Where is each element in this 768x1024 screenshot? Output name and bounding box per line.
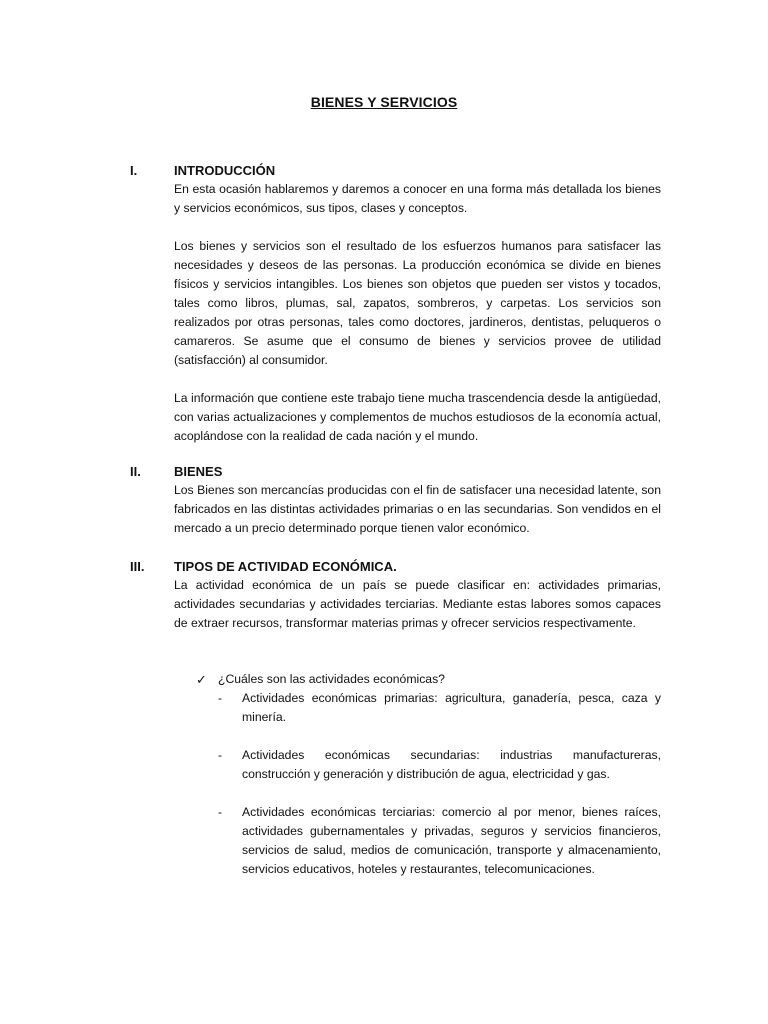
section-numeral: II. <box>130 464 141 479</box>
paragraph: La actividad económica de un país se puede clasificar en: actividades primarias, actividades secundarias y actividades terciarias. Mediante estas labores somos capaces de extraer recursos, transformar materias primas y ofrecer servicios respectivamente. <box>174 578 661 630</box>
dash-bullet: - <box>218 691 223 705</box>
list-item-text: Actividades económicas secundarias: industrias manufactureras, construcción y generación y distribución de agua, electricidad y gas. <box>242 748 661 781</box>
section-heading: TIPOS DE ACTIVIDAD ECONÓMICA. <box>174 559 397 574</box>
dash-bullet: - <box>218 805 223 819</box>
list-item-text: Actividades económicas primarias: agricultura, ganadería, pesca, caza y minería. <box>242 691 661 724</box>
section-body <box>174 161 661 446</box>
paragraph: Los bienes y servicios son el resultado de los esfuerzos humanos para satisfacer las necesidades y deseos de las personas. La producción económica se divide en bienes físicos y servicios intangibles. Los bienes son objetos que pueden ser vistos y tocados, tales como libros, plumas, sal, zapatos, sombreros, y carpetas. Los servicios son realizados por otras personas, tales como doctores, jardineros, dentistas, peluqueros o camareros. Se asume que el consumo de bienes y servicios provee de utilidad (satisfacción) al consumidor. <box>174 239 661 367</box>
section-numeral: I. <box>130 163 138 178</box>
question-text: ¿Cuáles son las actividades económicas? <box>218 672 445 686</box>
paragraph: En esta ocasión hablaremos y daremos a conocer en una forma más detallada los bienes y servicios económicos, sus tipos, clases y conceptos. <box>174 182 661 215</box>
checkmark-icon: ✓ <box>196 672 207 687</box>
section-body <box>174 557 661 633</box>
document-title: BIENES Y SERVICIOS <box>310 94 458 110</box>
section-body <box>174 462 661 538</box>
list-item-text: Actividades económicas terciarias: comercio al por menor, bienes raíces, actividades gubernamentales y privadas, seguros y servicios financieros, servicios de salud, medios de comunicación, transporte y almacenamiento, servicios educativos, hoteles y restaurantes, telecomunicaciones. <box>242 805 661 876</box>
dash-bullet: - <box>218 748 223 762</box>
paragraph: Los Bienes son mercancías producidas con el fin de satisfacer una necesidad latente, son fabricados en las distintas actividades primarias o en las secundarias. Son vendidos en el mercado a un precio determinado porque tienen valor económico. <box>174 483 661 535</box>
paragraph: La información que contiene este trabajo tiene mucha trascendencia desde la antigüedad, con varias actualizaciones y complementos de muchos estudiosos de la economía actual, acoplándose con la realidad de cada nación y el mundo. <box>174 391 661 443</box>
section-heading: BIENES <box>174 464 223 479</box>
section-heading: INTRODUCCIÓN <box>174 163 276 178</box>
section-numeral: III. <box>130 559 145 574</box>
